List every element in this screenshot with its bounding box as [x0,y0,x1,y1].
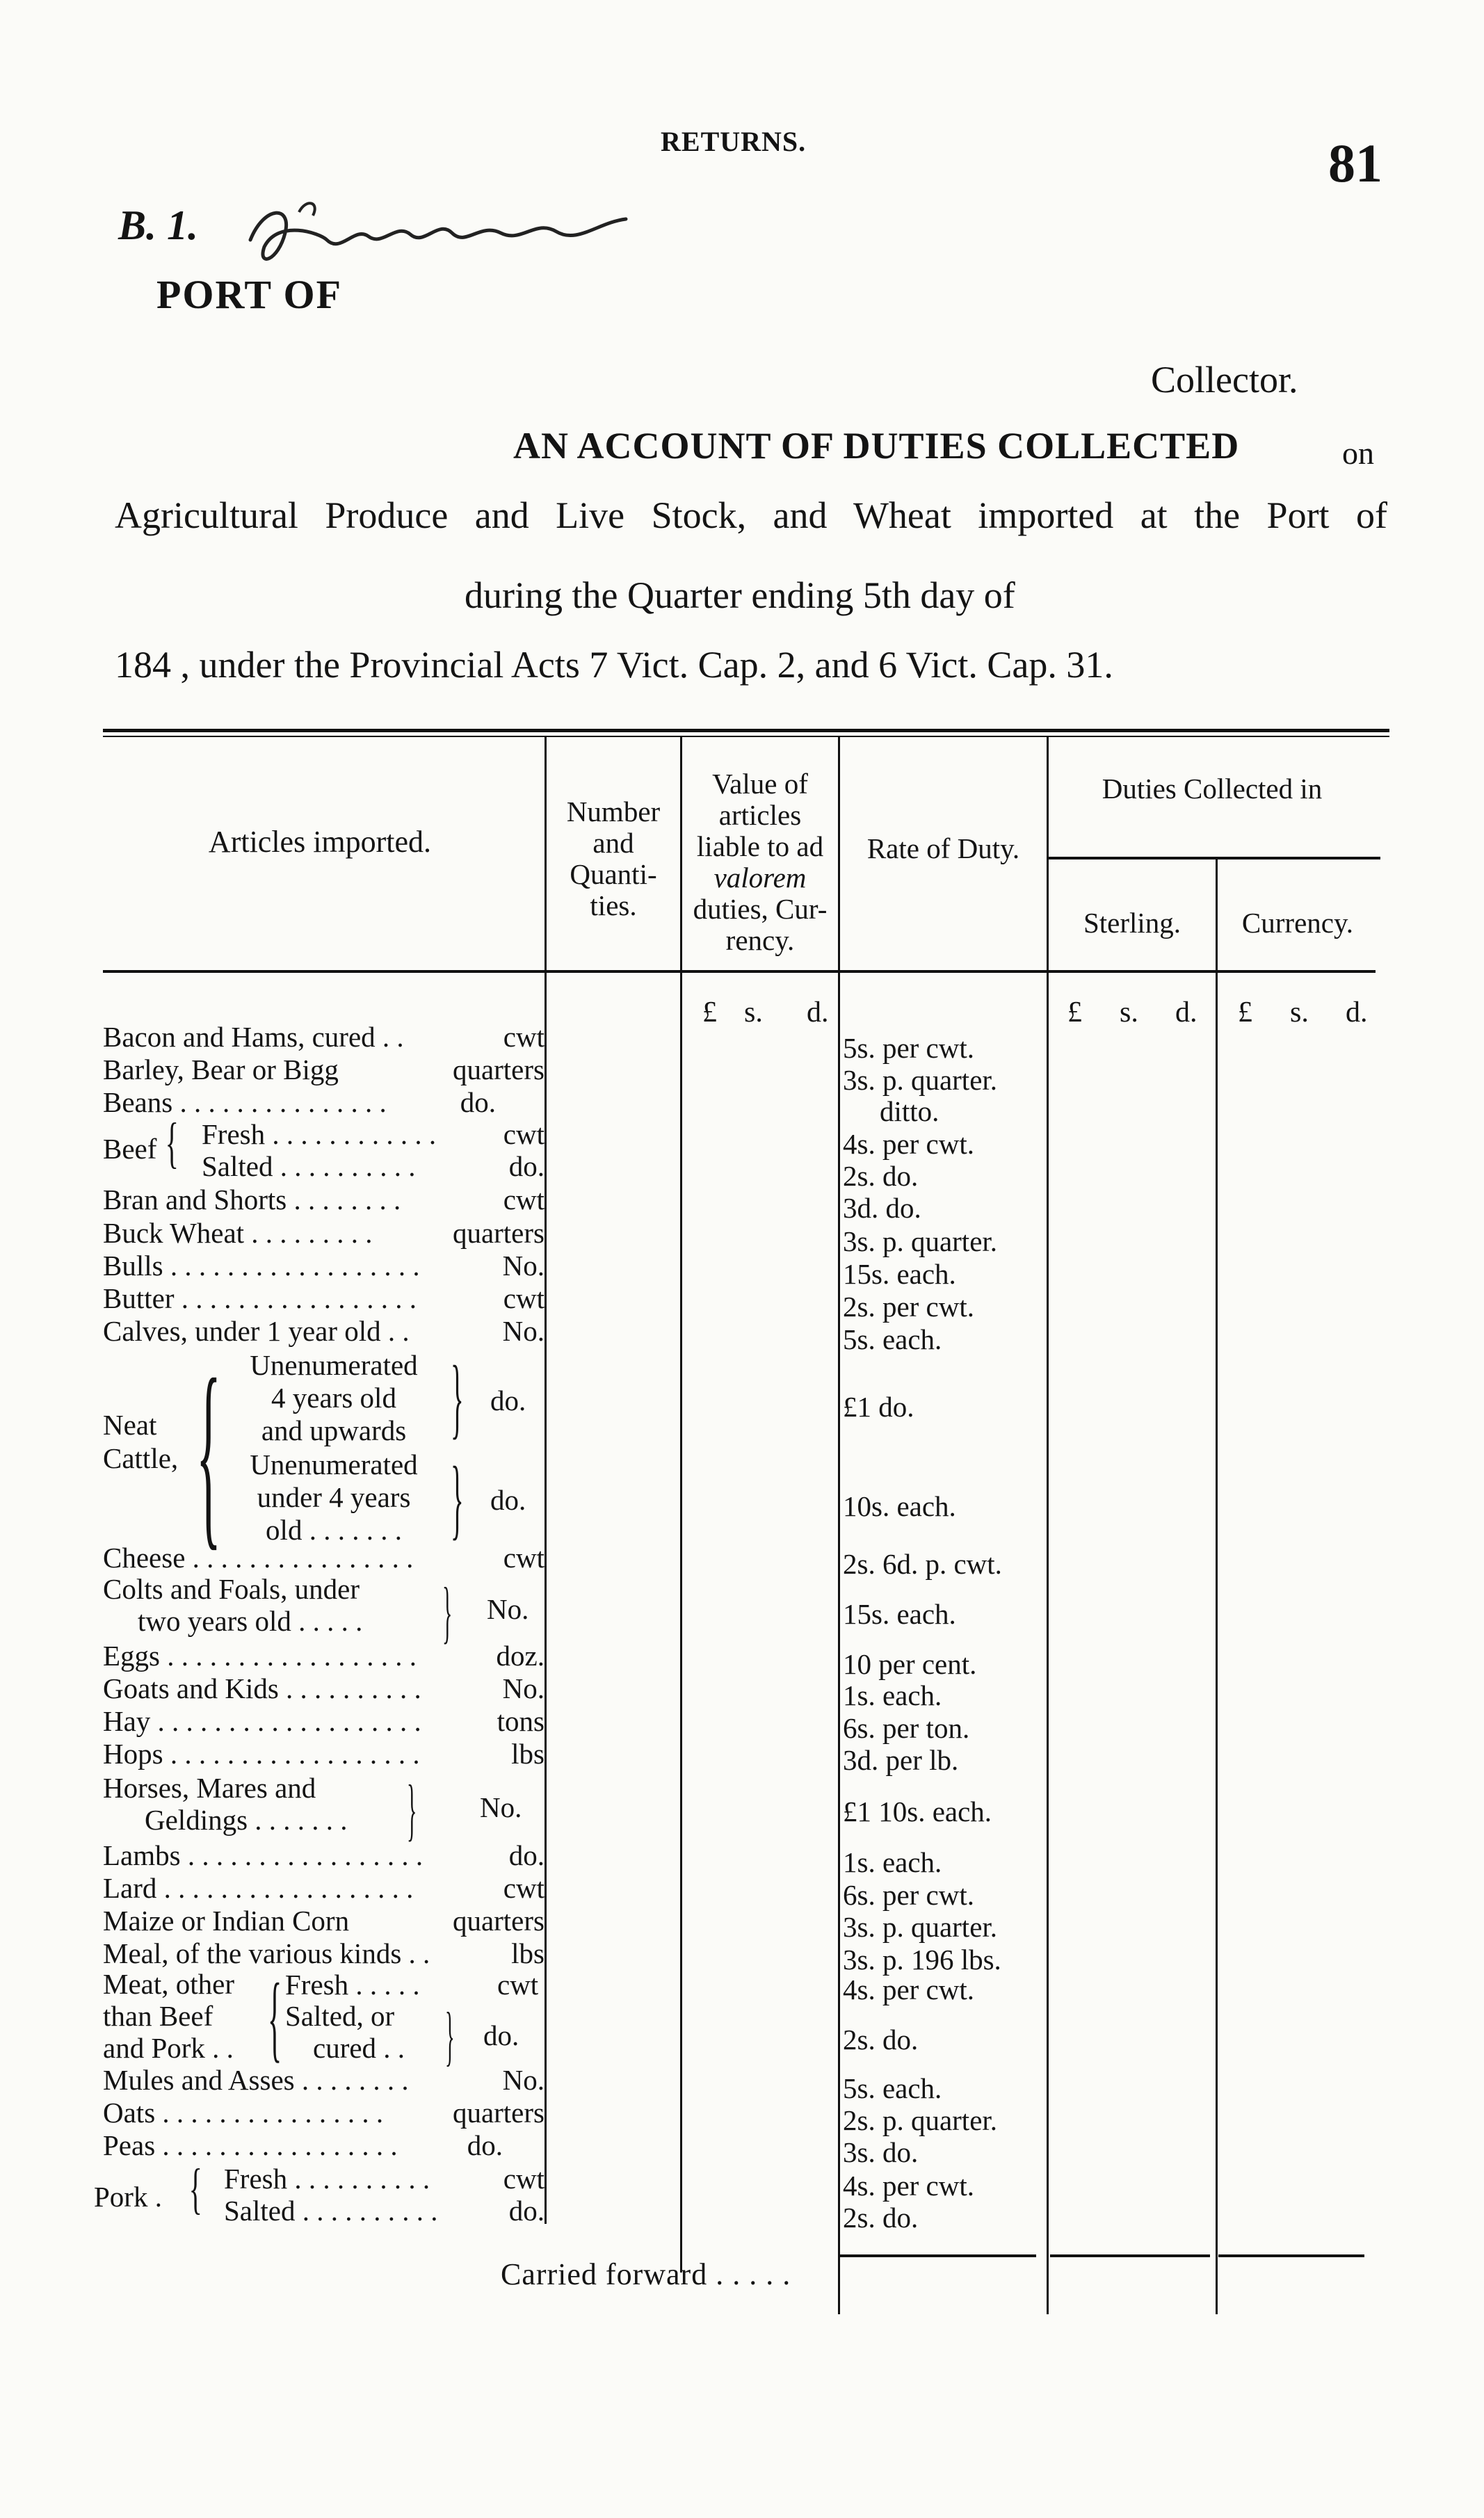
rate-cell: 3s. p. 196 lbs. [843,1944,1001,1976]
column-rule [1047,736,1049,2314]
reference-number: B. 1. [118,202,199,248]
rate-cell: 2s. p. quarter. [843,2104,998,2136]
table-top-rule-thin [103,736,1389,737]
neat-b-unit: do. [490,1484,526,1516]
column-rule [838,736,840,2314]
colts-brace: } [442,1573,453,1650]
rate-cell: 6s. per cwt. [843,1879,975,1911]
rate-cell: 5s. per cwt. [843,1032,975,1064]
sum-rule [1218,2254,1364,2257]
meat-salted-brace: } [445,1999,455,2072]
value-shilling-symbol: s. [744,996,763,1028]
meat-fresh-unit: cwt [497,1969,539,2001]
rate-cell: 3s. p. quarter. [843,1911,998,1943]
header-duties-collected: Duties Collected in [1102,773,1323,805]
account-title-on: on [1342,435,1374,471]
rate-cell: 6s. per ton. [843,1712,970,1744]
neat-b-brace: } [451,1448,464,1549]
sterling-shilling-symbol: s. [1120,996,1138,1028]
horses-unit: No. [480,1791,522,1823]
colts-label: Colts and Foals, under two years old . . . . . [103,1573,363,1637]
carried-forward: Carried forward . . . . . [501,2257,791,2291]
meat-label: Meat, other than Beef and Pork . . [103,1968,234,2064]
port-label: PORT OF [156,272,343,317]
header-rate-of-duty: Rate of Duty. [866,832,1020,864]
neat-cattle-over-4: Unenumerated 4 years old and upwards [250,1349,418,1446]
collector-label: Collector. [1151,359,1298,401]
page-number: 81 [1328,133,1382,193]
header-currency: Currency. [1241,907,1354,939]
rate-cell: 2s. do. [843,1160,919,1192]
rate-cell: 3s. p. quarter. [843,1064,998,1096]
pork-brace: { [188,2158,202,2220]
header-value-ad-valorem: Value of articles liable to ad valorem duties, Cur- rency. [693,768,828,956]
rate-cell: 2s. do. [843,2024,919,2056]
rate-cell: £1 do. [843,1391,914,1423]
horses-label: Horses, Mares and Geldings . . . . . . . [103,1772,348,1836]
column-rule [545,736,547,2224]
running-head: RETURNS. [661,126,807,157]
header-articles: Articles imported. [208,825,432,859]
value-pound-symbol: £ [702,996,717,1028]
header-bottom-rule [103,970,1376,973]
rate-cell: £1 10s. each. [843,1795,992,1827]
rate-cell: ditto. [880,1095,939,1127]
meat-salted-label: Salted, or cured . . [285,2000,405,2064]
rate-cell: 4s. per cwt. [843,2170,975,2202]
horses-brace: } [407,1770,417,1848]
sum-rule [1050,2254,1210,2257]
rate-cell: 3s. p. quarter. [843,1225,998,1257]
rate-cell: 2s. per cwt. [843,1291,975,1323]
header-sterling: Sterling. [1083,907,1181,939]
neat-a-brace: } [451,1348,464,1448]
beef-group-label: Beef [103,1133,157,1165]
value-pence-symbol: d. [807,996,829,1028]
currency-pound-symbol: £ [1238,996,1252,1028]
sterling-pence-symbol: d. [1175,996,1197,1028]
rate-cell: 1s. each. [843,1846,942,1878]
meat-fresh-label: Fresh . . . . . [285,1969,420,2001]
currency-pence-symbol: d. [1346,996,1368,1028]
account-subtitle-line: Agricultural Produce and Live Stock, and Wheat imported at the Port of [115,494,1387,536]
beef-brace: { [165,1113,179,1174]
rate-cell: 2s. 6d. p. cwt. [843,1548,1002,1580]
rate-cell: 5s. each. [843,1323,942,1355]
duties-subheader-rule [1047,857,1380,859]
neat-cattle-brace: { [196,1337,221,1567]
account-acts-line: 184 , under the Provincial Acts 7 Vict. Cap. 2, and 6 Vict. Cap. 31. [115,644,1113,686]
rate-cell: 2s. do. [843,2202,919,2234]
meat-brace: { [268,1964,282,2072]
table-top-rule [103,729,1389,732]
handwritten-signature [236,191,654,275]
rate-cell: 10 per cent. [843,1648,977,1680]
rate-cell: 15s. each. [843,1598,956,1630]
sterling-pound-symbol: £ [1067,996,1082,1028]
rate-cell: 1s. each. [843,1679,942,1711]
rate-cell: 4s. per cwt. [843,1974,975,2005]
colts-unit: No. [487,1593,529,1625]
account-quarter-line: during the Quarter ending 5th day of [465,574,1015,616]
column-rule [680,736,682,2273]
neat-a-unit: do. [490,1385,526,1417]
rate-cell: 5s. each. [843,2072,942,2104]
currency-shilling-symbol: s. [1290,996,1309,1028]
sum-rule [838,2254,1036,2257]
header-number-quantities: Number and Quanti- ties. [566,796,661,921]
pork-group-label: Pork . [94,2181,162,2213]
rate-cell: 3d. do. [843,1192,921,1224]
neat-cattle-under-4: Unenumerated under 4 years old . . . . . . . [250,1448,418,1546]
rate-cell: 4s. per cwt. [843,1128,975,1160]
account-title: AN ACCOUNT OF DUTIES COLLECTED [513,425,1240,467]
column-rule [1216,859,1218,2314]
rate-cell: 3d. per lb. [843,1744,959,1776]
neat-cattle-label: Neat Cattle, [103,1409,179,1474]
rate-cell: 3s. do. [843,2136,919,2168]
rate-cell: 10s. each. [843,1490,956,1522]
rate-cell: 15s. each. [843,1258,956,1290]
meat-salted-unit: do. [483,2019,519,2051]
